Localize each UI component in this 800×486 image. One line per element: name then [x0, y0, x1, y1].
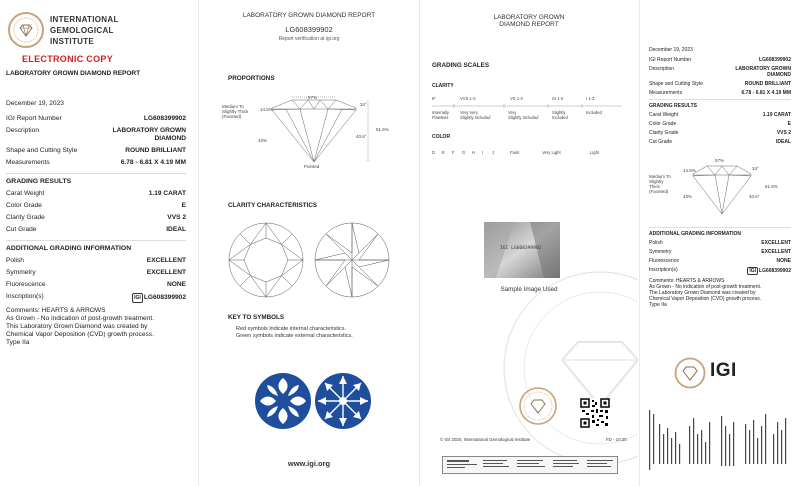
detail-row: Symmetry EXCELLENT	[649, 249, 791, 255]
detail-row: Polish EXCELLENT	[649, 240, 791, 246]
clarity-desc: Very Slightly Included	[508, 110, 539, 120]
qr-code-icon[interactable]	[580, 398, 610, 428]
report-title: LABORATORY GROWN DIAMOND REPORT	[6, 70, 141, 77]
detail-row: Clarity Grade VVS 2	[6, 214, 186, 221]
copyright-text: © IGI 2020, International Gemological Institute	[440, 437, 531, 442]
fluorescence-value: NONE	[166, 281, 186, 288]
report-date: December 19, 2023	[6, 100, 64, 107]
detail-row: Clarity Grade VVS 2	[649, 130, 791, 136]
color-letter: F	[452, 150, 455, 155]
cut-value: IDEAL	[166, 226, 186, 233]
detail-row: Inscription(s) IGI LG608399902	[649, 267, 791, 274]
igi-inscription-logo: IGI	[749, 268, 757, 274]
color-letter: G	[462, 150, 466, 155]
key-green-symbols: Green symbols indicate external characteristics.	[236, 333, 353, 339]
detail-row: IGI Report Number LG608399902	[6, 115, 186, 122]
verification-text: Report verification at igi.org	[278, 36, 340, 42]
detail-row: Cut Grade IDEAL	[6, 226, 186, 233]
detail-row: Fluorescence NONE	[6, 281, 186, 288]
detail-row: Polish EXCELLENT	[6, 257, 186, 264]
clarity-code: VVS 1-2	[460, 96, 476, 101]
detail-row: Carat Weight 1.19 CARAT	[6, 190, 186, 197]
security-strip	[442, 456, 618, 474]
clarity-plot-crown	[226, 220, 306, 300]
polish-value: EXCELLENT	[146, 257, 186, 264]
carat-value: 1.19 CARAT	[148, 190, 186, 197]
color-scale-heading: COLOR	[432, 134, 451, 140]
side-proportions-diagram: Medium To Slightly Thick (Faceted) 14.5% 57% 34° 61.6% 43% 40.6°	[649, 148, 791, 224]
org-line-3: INSTITUTE	[50, 37, 95, 46]
sample-caption: Sample Image Used	[500, 286, 558, 293]
side-report-date: December 19, 2023	[649, 47, 693, 53]
igi-gold-seal-icon	[518, 386, 558, 426]
org-name	[50, 14, 119, 47]
color-letter: J	[492, 150, 495, 155]
key-to-symbols-heading: KEY TO SYMBOLS	[228, 314, 285, 321]
clarity-code: IF	[432, 96, 436, 101]
grading-results-heading: GRADING RESULTS	[6, 173, 186, 185]
detail-row: Cut Grade IDEAL	[649, 139, 791, 145]
igi-inscription-logo: IGI	[134, 295, 141, 301]
scales-title-2: DIAMOND REPORT	[499, 21, 559, 28]
side-report-details	[649, 57, 791, 308]
igi-brand-logo: IGI	[710, 360, 737, 381]
color-letter: D	[432, 150, 436, 155]
detail-row: Measurements 6.78 - 6.81 X 4.19 MM	[649, 90, 791, 96]
detail-row: Description LABORATORY GROWN DIAMOND	[6, 127, 186, 142]
side-additional-heading: ADDITIONAL GRADING INFORMATION	[649, 227, 791, 237]
grading-scales-panel	[420, 0, 638, 486]
electronic-copy-label: ELECTRONIC COPY	[22, 54, 114, 64]
proportions-panel	[200, 0, 418, 486]
clarity-desc: Very Very Slightly Included	[460, 110, 491, 120]
color-value: E	[181, 202, 186, 209]
detail-row: Color Grade E	[6, 202, 186, 209]
pavilion-angle: 40.6°	[356, 134, 367, 139]
clarity-code: SI 1-2	[552, 96, 564, 101]
clarity-scale-heading: CLARITY	[432, 83, 454, 89]
clarity-value: VVS 2	[167, 214, 186, 221]
girdle-label: Medium To Slightly Thick (Faceted)	[222, 104, 249, 119]
key-red-symbols: Red symbols indicate internal characteristics.	[236, 326, 347, 332]
pavilion-depth: 43%	[258, 138, 268, 143]
crown-angle: 34°	[360, 102, 367, 107]
additional-info-heading: ADDITIONAL GRADING INFORMATION	[6, 240, 186, 252]
side-grading-results-heading: GRADING RESULTS	[649, 99, 791, 109]
proportions-heading: PROPORTIONS	[228, 75, 275, 82]
culet-label: Pointed	[304, 164, 320, 169]
org-line-1: INTERNATIONAL	[50, 15, 119, 24]
sample-inscription-text: IGI LG608399902	[500, 246, 542, 251]
report-summary-panel	[0, 0, 196, 486]
website-link[interactable]: www.igi.org	[287, 459, 331, 468]
color-desc: Faint	[510, 150, 520, 155]
scales-title: LABORATORY GROWN	[493, 14, 565, 21]
grading-scales-heading: GRADING SCALES	[432, 62, 490, 69]
side-copy-panel	[640, 0, 800, 486]
shape-value: ROUND BRILLIANT	[125, 147, 186, 154]
color-letter: E	[442, 150, 445, 155]
clarity-code: VS 1-2	[510, 96, 523, 101]
rotated-summary-strip	[645, 404, 795, 476]
side-comments: Comments: HEARTS & ARROWS As Grown - No indication of post-growth treatment. The Laboratory Grown Diamond was created by Chemical Vapor Deposition (CVD) growth process. Type IIa	[649, 278, 762, 308]
clarity-characteristics-heading: CLARITY CHARACTERISTICS	[228, 202, 318, 209]
detail-row: Carat Weight 1.19 CARAT	[649, 112, 791, 118]
clarity-desc: Slightly Included	[552, 110, 568, 120]
symmetry-value: EXCELLENT	[146, 269, 186, 276]
proportions-diagram	[200, 96, 418, 176]
form-code: FD - 10.20	[606, 437, 627, 442]
inscription-value: IGI LG608399902	[134, 294, 186, 301]
color-desc: Very Light	[542, 150, 561, 155]
center-report-title: LABORATORY GROWN DIAMOND REPORT	[242, 12, 376, 19]
detail-row: Inscription(s) IGI LG608399902	[6, 293, 186, 301]
color-desc: Light	[590, 150, 600, 155]
report-details	[6, 100, 186, 347]
clarity-plot-pavilion	[312, 220, 392, 300]
table-percent: 57%	[308, 95, 318, 100]
detail-row: Measurements 6.78 - 6.81 X 4.19 MM	[6, 159, 186, 166]
total-depth: 61.6%	[376, 127, 389, 132]
detail-row: IGI Report Number LG608399902	[649, 57, 791, 63]
clarity-code: I 1-3	[586, 96, 595, 101]
detail-row: Description LABORATORY GROWN DIAMOND	[649, 66, 791, 78]
report-number-value: LG608399902	[143, 115, 186, 122]
panel-divider	[198, 0, 199, 486]
clarity-desc: Internally Flawless	[432, 110, 449, 120]
center-report-number: LG608399902	[285, 25, 333, 34]
side-girdle-label: Medium To Slightly Thick (Faceted)	[649, 174, 671, 194]
arrows-pattern-icon	[314, 372, 372, 430]
color-letter: H	[472, 150, 476, 155]
color-letter: I	[482, 150, 484, 155]
igi-seal-icon	[8, 12, 44, 48]
detail-row: Shape and Cutting Style ROUND BRILLIANT	[649, 81, 791, 87]
detail-row: Symmetry EXCELLENT	[6, 269, 186, 276]
igi-logo-seal-icon	[674, 357, 706, 389]
org-line-2: GEMOLOGICAL	[50, 26, 114, 35]
comments: Comments: HEARTS & ARROWS As Grown - No indication of post-growth treatment. This Laboratory Grown Diamond was created by Chemical Vapor Deposition (CVD) growth process. Type IIa	[6, 307, 155, 346]
detail-row: Shape and Cutting Style ROUND BRILLIANT	[6, 147, 186, 154]
detail-row: Fluorescence NONE	[649, 258, 791, 264]
measurements-value: 6.78 - 6.81 X 4.19 MM	[120, 159, 186, 166]
crown-height: 14.5%	[260, 107, 273, 112]
clarity-desc: Included	[586, 110, 602, 115]
description-value: LABORATORY GROWN DIAMOND	[112, 127, 186, 142]
clarity-scale-bar	[432, 104, 622, 108]
hearts-pattern-icon	[254, 372, 312, 430]
detail-row: Color Grade E	[649, 121, 791, 127]
